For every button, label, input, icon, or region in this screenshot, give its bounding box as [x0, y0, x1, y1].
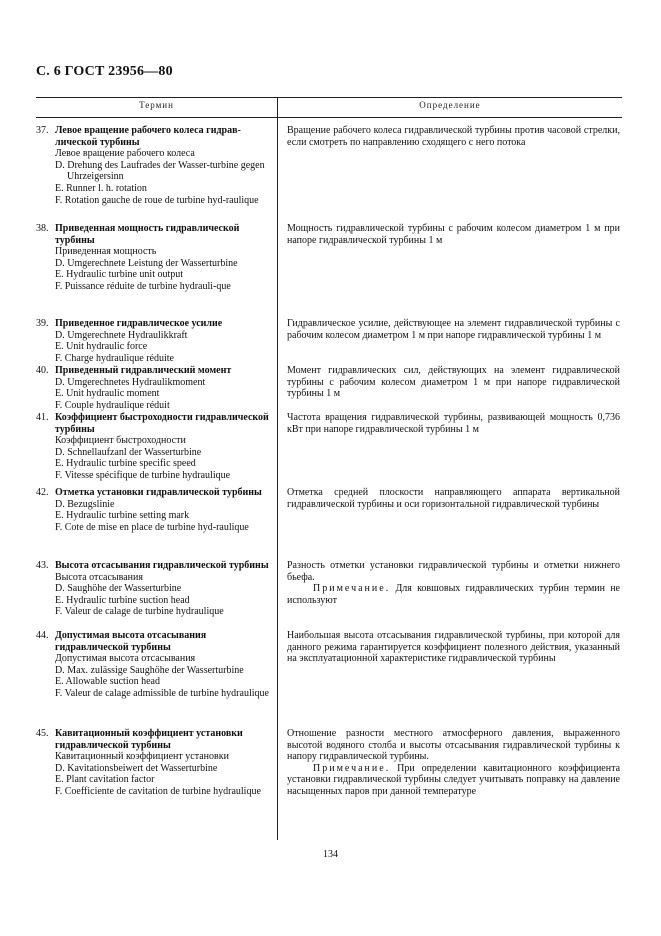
term-line: D. Saughöhe der Wasserturbine: [55, 583, 182, 595]
column-header-definition: Определение: [419, 100, 481, 110]
term-line: D. Drehung des Laufrades der Wasser-turbine gegen Uhrzeigersinn: [55, 159, 265, 183]
term-line: E. Hydraulic turbine setting mark: [55, 510, 190, 522]
term-title: 43. Высота отсасывания гидравлической турбины: [36, 560, 269, 571]
term-line: F. Rotation gauche de roue de turbine hyd-raulique: [55, 194, 259, 206]
term-line: E. Unit hydraulic moment: [55, 388, 160, 400]
term-entry-44: [36, 630, 273, 700]
term-line: Кавитационный коэффициент установки: [55, 751, 229, 763]
term-title: 39. Приведенное гидравлическое усилие: [36, 318, 223, 329]
term-number: 44.: [36, 630, 49, 641]
term-entry-41: [36, 412, 273, 482]
table-top-rule: [36, 97, 622, 98]
definition-44: Наибольшая высота отсасывания гидравлической турбины, при которой для данного режима гарантируется коэффициент полезного действия, указанный на эксплуатационной характеристике гидравлической турбины: [287, 630, 620, 665]
term-line: E. Plant cavitation factor: [55, 774, 155, 786]
term-number: 43.: [36, 560, 49, 571]
term-title: 40. Приведенный гидравлический момент: [36, 365, 232, 376]
term-line: F. Cote de mise en place de turbine hyd-raulique: [55, 521, 249, 533]
term-number: 42.: [36, 487, 49, 498]
term-line: D. Umgerechnete Hydraulikkraft: [55, 329, 188, 341]
term-entry-40: [36, 365, 273, 411]
term-number: 40.: [36, 365, 49, 376]
definition-43: Разность отметки установки гидравлической турбины и отметки нижнего бьефа. Примечание. Для ковшовых гидравлических турбин термин не используют: [287, 560, 620, 606]
term-line: Левое вращение рабочего колеса: [55, 148, 195, 160]
definition-note: Примечание. Для ковшовых гидравлических турбин термин не используют: [287, 583, 620, 606]
term-line: Высота отсасывания: [55, 571, 143, 583]
term-title: 41. Коэффициент быстроходности гидравлической турбины: [36, 412, 269, 435]
term-entry-45: [36, 728, 273, 798]
definition-45: Отношение разности местного атмосферного давления, выраженного высотой водяного столба и высоты отсасывания гидравлической турбины к напору гидравлической турбины. Примечание. При определении кавитационного коэффициента установки гидравлической турбины следует учитывать поправку на давление насыщенных паров при данной температуре: [287, 728, 621, 797]
term-line: F. Couple hydraulique réduit: [55, 399, 170, 411]
term-line: D. Umgerechnetes Hydraulikmoment: [55, 376, 206, 388]
term-entry-38: [36, 223, 273, 293]
term-line: E. Hydraulic turbine unit output: [55, 269, 184, 281]
term-line: F. Charge hydraulique réduite: [55, 352, 174, 364]
column-header-term: Термин: [139, 100, 174, 110]
term-line: F. Valeur de calage de turbine hydraulique: [55, 606, 224, 618]
term-line: F. Puissance réduite de turbine hydrauli-que: [55, 280, 231, 292]
term-line: E. Allowable suction head: [55, 676, 160, 688]
page-header: С. 6 ГОСТ 23956—80: [36, 64, 173, 79]
term-entry-43: [36, 560, 273, 618]
term-title: 42. Отметка установки гидравлической турбины: [36, 487, 262, 498]
term-title: 44. Допустимая высота отсасывания гидравлической турбины: [36, 630, 207, 653]
term-line: Допустимая высота отсасывания: [55, 653, 196, 665]
term-line: E. Runner l. h. rotation: [55, 182, 147, 194]
term-entry-42: [36, 487, 273, 533]
definition-38: Мощность гидравлической турбины с рабочим колесом диаметром 1 м при напоре гидравлической турбины 1 м: [287, 223, 620, 246]
definition-42: Отметка средней плоскости направляющего аппарата вертикальной гидравлической турбины и оси горизонтальной гидравлической турбины: [287, 487, 620, 510]
term-number: 41.: [36, 412, 49, 423]
definition-note: Примечание. При определении кавитационного коэффициента установки гидравлической турбины следует учитывать поправку на давление насыщенных паров при данной температуре: [287, 762, 621, 797]
term-line: F. Vitesse spécifique de turbine hydraulique: [55, 469, 231, 481]
term-line: D. Bezugslinie: [55, 498, 115, 510]
column-divider: [277, 97, 278, 840]
term-line: E. Hydraulic turbine specific speed: [55, 458, 196, 470]
definition-39: Гидравлическое усилие, действующее на элемент гидравлической турбины с рабочим колесом диаметром 1 м при напоре гидравлической турбины 1 м: [287, 318, 620, 341]
term-line: D. Max. zulässige Saughöhe der Wasserturbine: [55, 664, 244, 676]
term-number: 38.: [36, 223, 49, 234]
term-line: D. Umgerechnete Leistung der Wasserturbine: [55, 257, 238, 269]
definition-40: Момент гидравлических сил, действующих на элемент гидравлической турбины с рабочим колесом диаметром 1 м при напоре гидравлической турбины 1 м: [287, 365, 620, 400]
term-line: D. Kavitationsbeiwert det Wasserturbine: [55, 762, 218, 774]
term-line: E. Hydraulic turbine suction head: [55, 594, 190, 606]
term-entry-37: [36, 125, 273, 206]
table-header-rule: [36, 117, 622, 118]
definition-41: Частота вращения гидравлической турбины, развивающей мощность 0,736 кВт при напоре гидравлической турбины 1 м: [287, 412, 620, 435]
term-line: D. Schnellaufzanl der Wasserturbine: [55, 446, 202, 458]
term-number: 37.: [36, 125, 49, 136]
term-line: F. Valeur de calage admissible de turbine hydraulique: [55, 687, 269, 699]
term-title: 45. Кавитационный коэффициент установки гидравлической турбины: [36, 728, 243, 751]
page-number: 134: [323, 849, 338, 860]
term-line: F. Coefficiente de cavitation de turbine hydraulique: [55, 785, 261, 797]
term-title: 38. Приведенная мощность гидравлической турбины: [36, 223, 240, 246]
term-title: 37. Левое вращение рабочего колеса гидрав-лической турбины: [36, 125, 241, 148]
term-line: E. Unit hydraulic force: [55, 341, 148, 353]
term-number: 45.: [36, 728, 49, 739]
term-line: Коэффициент быстроходности: [55, 435, 186, 447]
definition-37: Вращение рабочего колеса гидравлической турбины против часовой стрелки, если смотреть по направлению сходящего с него потока: [287, 125, 620, 148]
term-entry-39: [36, 318, 273, 364]
term-line: Приведенная мощность: [55, 246, 157, 258]
term-number: 39.: [36, 318, 49, 329]
